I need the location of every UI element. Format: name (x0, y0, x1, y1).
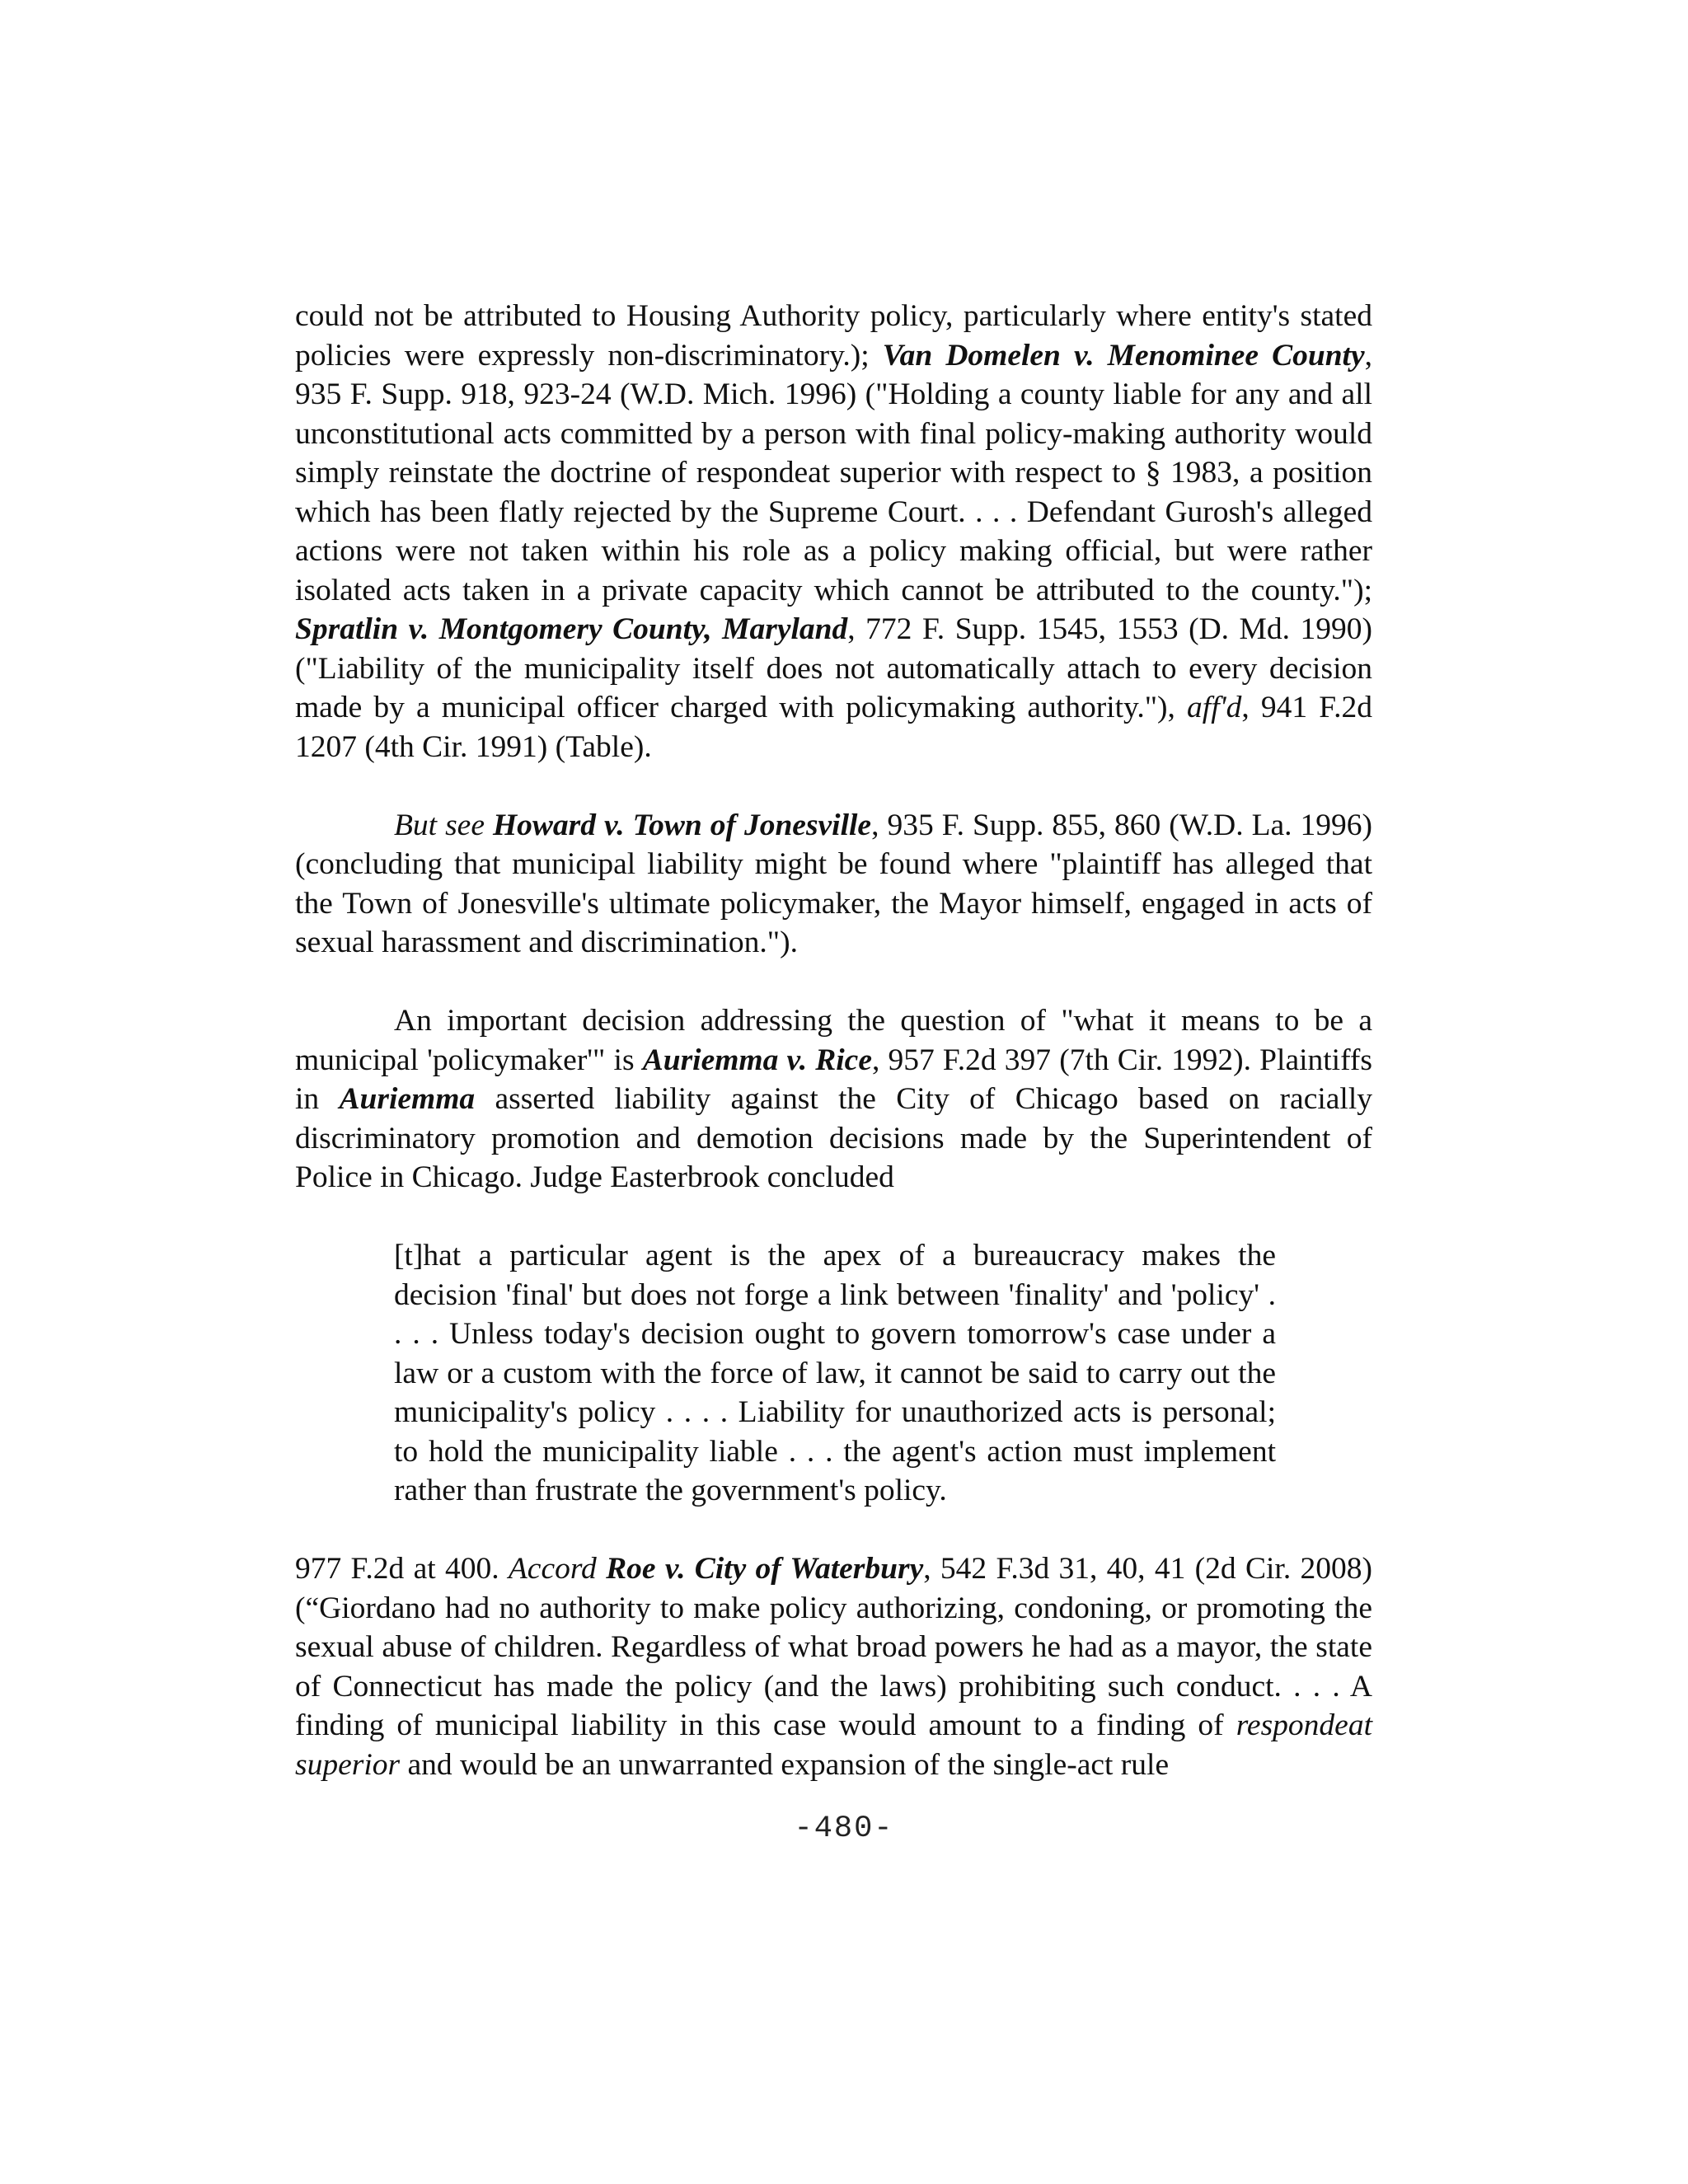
text-segment: , 935 F. Supp. 918, 923-24 (W.D. Mich. 1996) ("Holding a county liable for any and all unconstitutional acts committed by a person with final policy-making authority would simply reinstate the doctrine of respondeat superior with respect to § 1983, a position which has been flatly rejected by the Supreme Court. . . . Defendant Gurosh's alleged actions were not taken within his role as a policy making official, but were rather isolated acts taken in a private capacity which cannot be attributed to the county."); (295, 338, 1372, 607)
text-segment: asserted liability against the City of Chicago based on racially discriminatory promotion and demotion decisions made by the Superintendent of Police in Chicago. Judge Easterbrook concluded (295, 1082, 1372, 1194)
paragraph-1 (295, 297, 1372, 766)
paragraph-3 (295, 1001, 1372, 1197)
case-citation: Howard v. Town of Jonesville (492, 808, 872, 842)
text-segment (597, 1552, 606, 1586)
text-segment: and would be an unwarranted expansion of the single-act rule (400, 1747, 1170, 1782)
text-segment: , 772 F. Supp. 1545, 1553 (D. Md. 1990) ("Liability of the municipality itself does not automatically attach to every decision made by a municipal officer charged with policymaking authority."), (295, 612, 1373, 724)
case-citation: Spratlin v. Montgomery County, Maryland (295, 612, 848, 646)
text-segment (485, 808, 493, 842)
paragraph-2 (295, 806, 1372, 963)
case-citation: Van Domelen v. Menominee County (882, 338, 1365, 373)
page-body (295, 297, 1372, 1784)
italic-text: aff'd (1187, 691, 1242, 724)
italic-text: But see (394, 808, 485, 842)
case-citation: Auriemma v. Rice (642, 1043, 872, 1077)
text-segment: , 941 F.2d 1207 (4th Cir. 1991) (Table). (295, 691, 1372, 764)
text-segment: 977 F.2d at 400. (295, 1552, 509, 1586)
case-citation: Roe v. City of Waterbury (606, 1552, 924, 1586)
paragraph-4 (295, 1549, 1372, 1784)
text-segment: , 542 F.3d 31, 40, 41 (2d Cir. 2008) (“Giordano had no authority to make policy authorizing, condoning, or promoting the sexual abuse of children. Regardless of what broad powers he had as a mayor, the state of Connecticut has made the policy (and the laws) prohibiting such conduct. . . . A finding of municipal liability in this case would amount to a finding of (295, 1552, 1372, 1742)
italic-text: Accord (508, 1552, 597, 1586)
page-number: -480- (794, 1811, 894, 1846)
block-quote: [t]hat a particular agent is the apex of a bureaucracy makes the decision 'final' but does not forge a link between 'finality' and 'policy' . . . . Unless today's decision ought to govern tomorrow's case under a law or a custom with the force of law, it cannot be said to carry out the municipality's policy . . . . Liability for unauthorized acts is personal; to hold the municipality liable . . . the agent's action must implement rather than frustrate the government's policy. (394, 1239, 1276, 1507)
case-citation: Auriemma (339, 1082, 476, 1116)
text-segment: , 935 F. Supp. 855, 860 (W.D. La. 1996) (concluding that municipal liability might be found where "plaintiff has alleged that the Town of Jonesville's ultimate policymaker, the Mayor himself, engaged in acts of sexual harassment and discrimination."). (295, 808, 1372, 959)
text-segment: could not be attributed to Housing Authority policy, particularly where entity's stated policies were expressly non-discriminatory.); (295, 299, 1372, 373)
italic-text: respondeat superior (295, 1708, 1372, 1782)
text-segment: , 957 F.2d 397 (7th Cir. 1992). Plaintiffs in (295, 1043, 1372, 1116)
text-segment: An important decision addressing the question of "what it means to be a municipal 'policymaker'" is (295, 1004, 1372, 1077)
